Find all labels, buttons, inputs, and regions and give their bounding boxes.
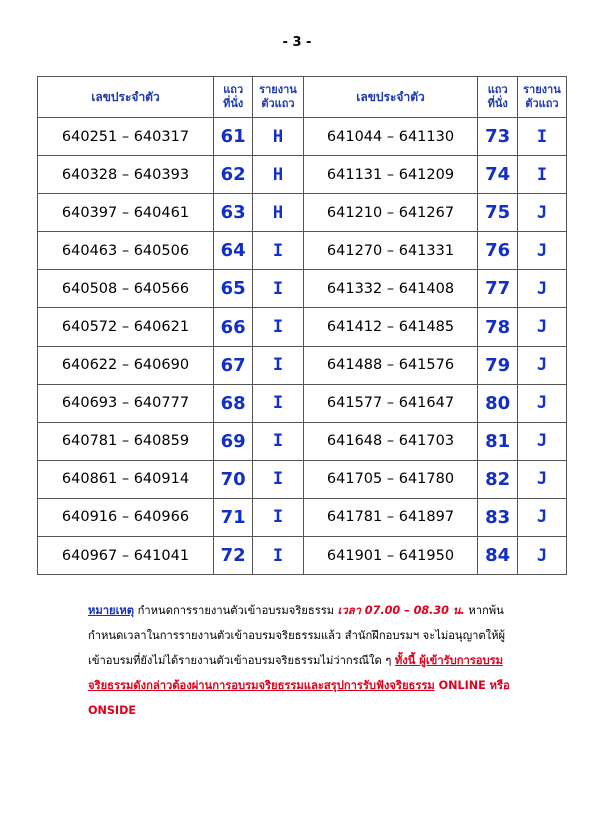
note-text-1: กำหนดการรายงานตัวเข้าอบรมจริยธรรม (134, 604, 338, 617)
left-id-range: 640508 – 640566 (38, 270, 214, 308)
header-report: รายงาน ตัวแถว (517, 77, 566, 118)
left-report-code: I (253, 308, 303, 346)
table-row (38, 537, 567, 575)
right-id-range: 641488 – 641576 (303, 346, 478, 384)
page-number: - 3 - (282, 35, 312, 50)
left-row-number: 69 (213, 422, 252, 460)
note-time: เวลา 07.00 – 08.30 น. (337, 604, 465, 617)
right-id-range: 641131 – 641209 (303, 156, 478, 194)
left-report-code: I (253, 498, 303, 536)
right-report-code: J (517, 460, 566, 498)
right-id-range: 641705 – 641780 (303, 460, 478, 498)
left-row-number: 71 (213, 498, 252, 536)
right-row-number: 84 (478, 537, 517, 575)
table-row (38, 308, 567, 346)
table-row (38, 194, 567, 232)
left-report-code: I (253, 537, 303, 575)
right-row-number: 77 (478, 270, 517, 308)
note-paragraph (88, 598, 518, 723)
left-report-code: I (253, 384, 303, 422)
left-id-range: 640463 – 640506 (38, 232, 214, 270)
left-row-number: 66 (213, 308, 252, 346)
right-report-code: J (517, 537, 566, 575)
right-row-number: 81 (478, 422, 517, 460)
right-report-code: J (517, 270, 566, 308)
right-report-code: J (517, 422, 566, 460)
left-report-code: I (253, 346, 303, 384)
left-id-range: 640967 – 641041 (38, 537, 214, 575)
table-row (38, 384, 567, 422)
table-row (38, 270, 567, 308)
left-report-code: H (253, 118, 303, 156)
table-header-row (38, 77, 567, 118)
left-report-code: H (253, 156, 303, 194)
left-row-number: 68 (213, 384, 252, 422)
right-report-code: J (517, 346, 566, 384)
right-report-code: J (517, 232, 566, 270)
left-id-range: 640916 – 640966 (38, 498, 214, 536)
left-row-number: 65 (213, 270, 252, 308)
left-row-number: 61 (213, 118, 252, 156)
header-row-seat: แถว ที่นั่ง (478, 77, 517, 118)
right-id-range: 641412 – 641485 (303, 308, 478, 346)
right-row-number: 76 (478, 232, 517, 270)
left-row-number: 64 (213, 232, 252, 270)
right-id-range: 641577 – 641647 (303, 384, 478, 422)
header-row-seat: แถว ที่นั่ง (213, 77, 252, 118)
left-report-code: I (253, 232, 303, 270)
right-id-range: 641210 – 641267 (303, 194, 478, 232)
right-report-code: J (517, 194, 566, 232)
note-text-2: หากพ้นกำหนดเวลาในการรายงานตัวเข้าอบรมจริยธรรมแล้ว สำนักฝึกอบรมฯ จะไม่อนุญาตให้ผู้เข้าอบรมที่ยังไม่ได้รายงานตัวเข้าอบรมจริยธรรมไม่ว่ากรณีใด ๆ (88, 604, 506, 667)
left-row-number: 67 (213, 346, 252, 384)
left-id-range: 640251 – 640317 (38, 118, 214, 156)
left-report-code: I (253, 270, 303, 308)
header-report: รายงาน ตัวแถว (253, 77, 303, 118)
note-label: หมายเหตุ (88, 604, 135, 617)
left-id-range: 640328 – 640393 (38, 156, 214, 194)
table-row (38, 422, 567, 460)
table-row (38, 460, 567, 498)
right-row-number: 83 (478, 498, 517, 536)
table-row (38, 156, 567, 194)
right-row-number: 82 (478, 460, 517, 498)
right-row-number: 80 (478, 384, 517, 422)
left-id-range: 640622 – 640690 (38, 346, 214, 384)
right-report-code: J (517, 308, 566, 346)
right-report-code: I (517, 156, 566, 194)
left-id-range: 640572 – 640621 (38, 308, 214, 346)
left-report-code: H (253, 194, 303, 232)
right-row-number: 78 (478, 308, 517, 346)
left-row-number: 63 (213, 194, 252, 232)
right-id-range: 641901 – 641950 (303, 537, 478, 575)
right-row-number: 74 (478, 156, 517, 194)
table-row (38, 346, 567, 384)
left-id-range: 640781 – 640859 (38, 422, 214, 460)
left-row-number: 62 (213, 156, 252, 194)
table-row (38, 498, 567, 536)
right-row-number: 75 (478, 194, 517, 232)
seat-assignment-table (37, 76, 567, 575)
header-id-range: เลขประจำตัว (38, 77, 214, 118)
header-id-range: เลขประจำตัว (303, 77, 478, 118)
left-id-range: 640397 – 640461 (38, 194, 214, 232)
right-id-range: 641781 – 641897 (303, 498, 478, 536)
right-report-code: I (517, 118, 566, 156)
left-report-code: I (253, 422, 303, 460)
table-row (38, 118, 567, 156)
right-id-range: 641332 – 641408 (303, 270, 478, 308)
left-id-range: 640861 – 640914 (38, 460, 214, 498)
note-warning: ทั้งนี้ ผู้เข้ารับการอบรมจริยธรรมดังกล่าวต้องผ่านการอบรมจริยธรรมและสรุปการรับฟังจริยธรรม (88, 654, 503, 692)
right-id-range: 641648 – 641703 (303, 422, 478, 460)
right-id-range: 641044 – 641130 (303, 118, 478, 156)
right-row-number: 73 (478, 118, 517, 156)
left-id-range: 640693 – 640777 (38, 384, 214, 422)
left-row-number: 72 (213, 537, 252, 575)
right-report-code: J (517, 384, 566, 422)
table-row (38, 232, 567, 270)
left-report-code: I (253, 460, 303, 498)
right-report-code: J (517, 498, 566, 536)
note-warning-2: ONLINE หรือ ONSIDE (88, 679, 510, 717)
left-row-number: 70 (213, 460, 252, 498)
right-id-range: 641270 – 641331 (303, 232, 478, 270)
right-row-number: 79 (478, 346, 517, 384)
